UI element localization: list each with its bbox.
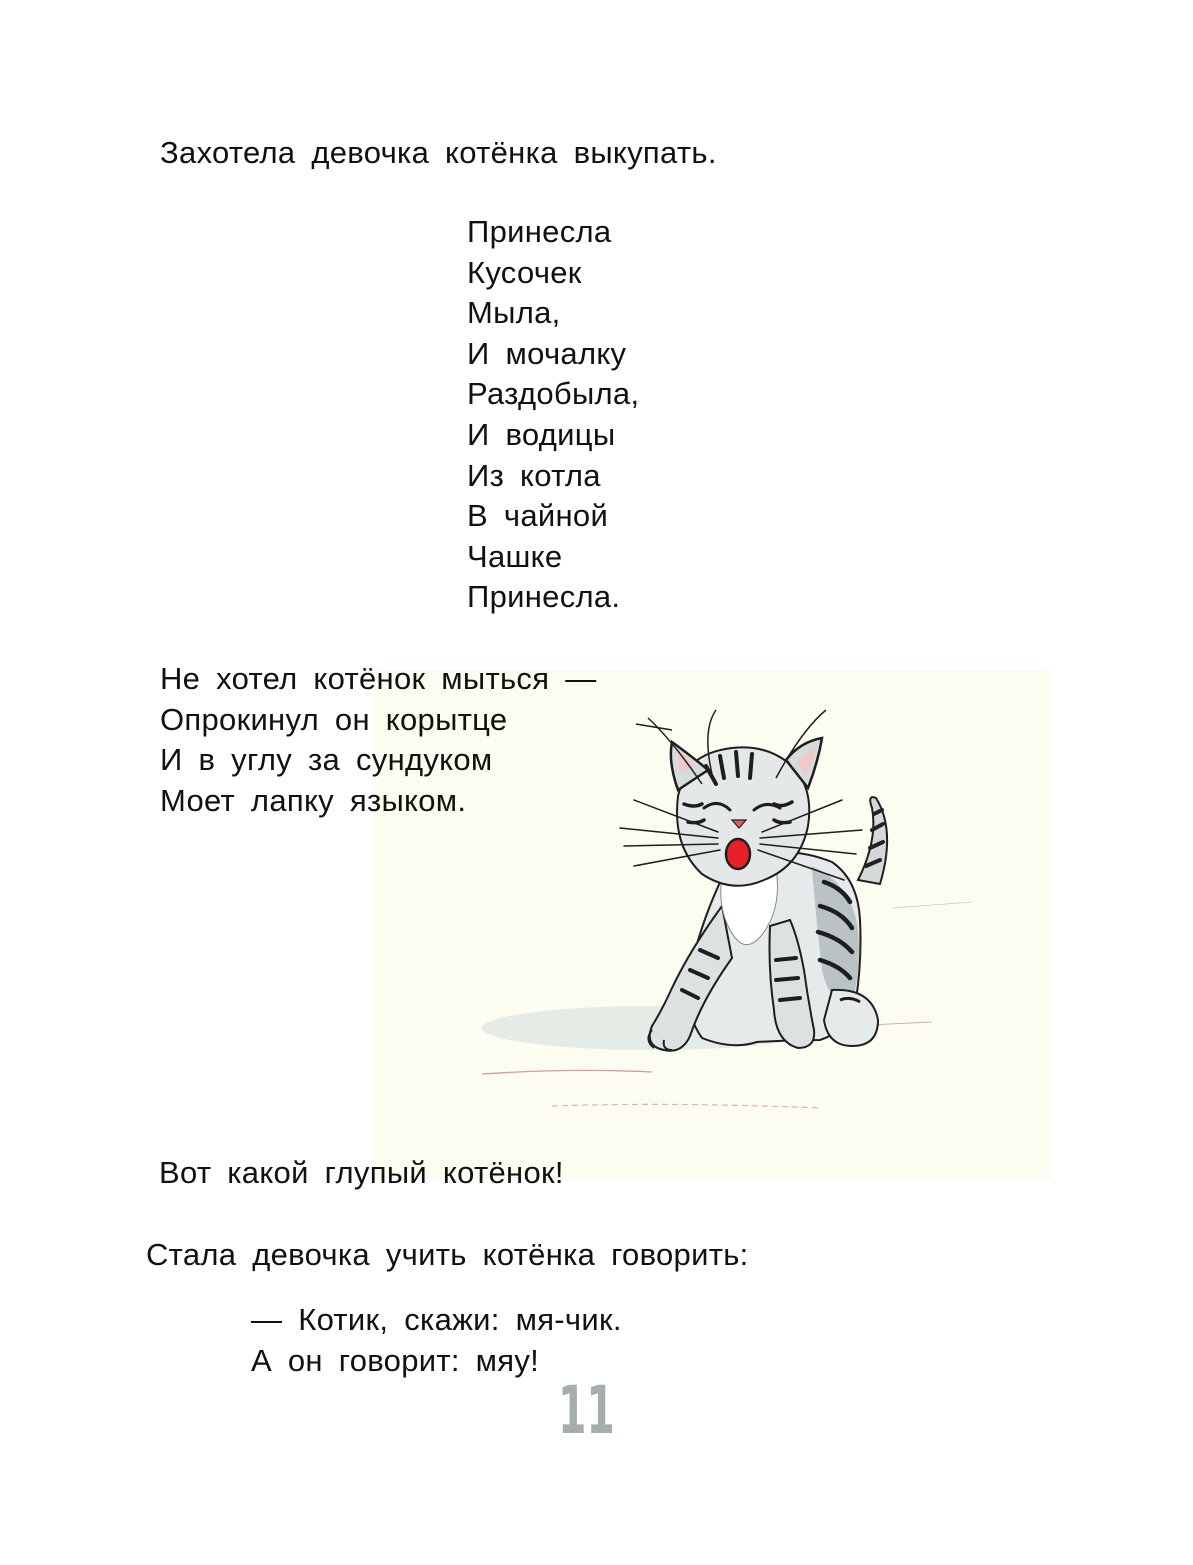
bath-stanza-line: Из котла (467, 457, 601, 493)
bath-stanza-line: Кусочек (467, 254, 582, 290)
silly-kitten-line: Вот какой глупый котёнок! (159, 1155, 564, 1190)
teach-line: Стала девочка учить котёнка говорить: (146, 1237, 749, 1272)
bath-stanza-line: Раздобыла, (467, 376, 640, 412)
kitten-stanza-line: Опрокинул он корытце (160, 701, 508, 737)
dialogue-line: — Котик, скажи: мя-чик. (251, 1302, 622, 1337)
kitten-stanza-line: И в углу за сундуком (160, 742, 493, 778)
page-number: 11 (557, 1372, 615, 1449)
bath-stanza-line: Чашке (467, 538, 563, 574)
kitten-stanza-line: Не хотел котёнок мыться — (160, 661, 597, 696)
kitten-stanza (160, 659, 597, 821)
bath-stanza-line: И мочалку (467, 335, 627, 371)
kitten-stanza-line: Моет лапку языком. (160, 782, 467, 818)
bath-stanza-line: Принесла. (467, 579, 621, 615)
bath-stanza-line: И водицы (467, 416, 616, 452)
dialogue-line: А он говорит: мяу! (251, 1342, 540, 1378)
dialogue (251, 1300, 622, 1381)
intro-line: Захотела девочка котёнка выкупать. (160, 135, 717, 170)
bath-stanza-line: В чайной (467, 498, 609, 534)
bath-stanza-line: Мыла, (467, 295, 561, 331)
bath-stanza (467, 212, 639, 618)
kitten-mouth (726, 839, 750, 869)
bath-stanza-line: Принесла (467, 214, 612, 249)
